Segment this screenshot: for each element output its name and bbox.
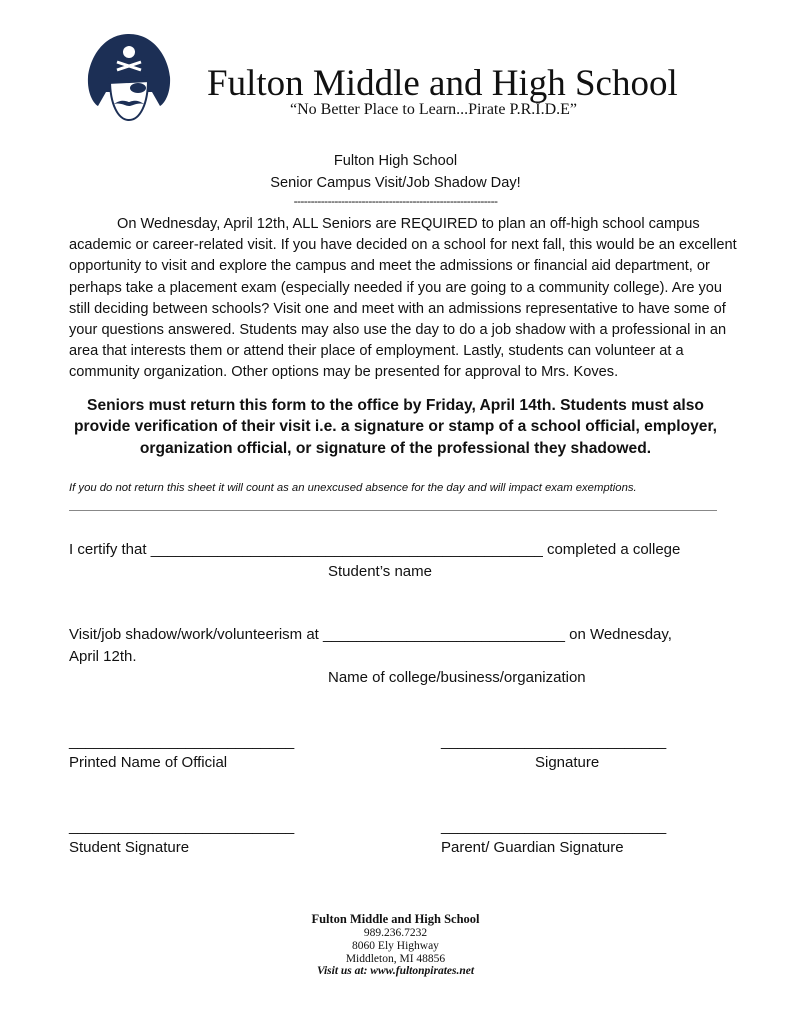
official-name-blank[interactable]: ___________________________ [69,733,295,750]
heading-school: Fulton High School [333,153,458,169]
intro-line: opportunity to visit and explore the campus and meet the admissions or financial aid department, or [69,258,710,274]
divider-rule [69,510,717,511]
student-signature-label: Student Signature [69,839,190,856]
organization-label: Name of college/business/organization [328,669,586,686]
official-signature-blank[interactable]: ___________________________ [441,733,667,750]
date-line: April 12th. [69,648,137,665]
school-name-title: Fulton Middle and High School [207,63,678,104]
visit-line[interactable]: Visit/job shadow/work/volunteerism at _____________________________ on Wednesday, [69,626,672,643]
intro-line: your questions answered. Students may also use the day to do a job shadow with a professional in an [69,322,727,338]
footer-phone: 989.236.7232 [363,927,428,939]
notice-line: provide verification of their visit i.e. a signature or stamp of a school official, employer, [74,418,717,435]
intro-line: area that interests them or attend their place of employment. Lastly, students can volunteer at a [69,343,684,359]
official-name-label: Printed Name of Official [69,754,228,771]
certify-line[interactable]: I certify that _______________________________________________ completed a college [69,541,681,558]
footer-address: 8060 Ely Highway [352,940,439,952]
intro-line: community organization. Other options may be presented for approval to Mrs. Koves. [69,364,619,380]
intro-line: On Wednesday, April 12th, ALL Seniors are REQUIRED to plan an off-high school campus [117,216,700,232]
intro-line: academic or career-related visit. If you have decided on a school for next fall, this would be an excellent [69,237,737,253]
footer-city: Middleton, MI 48856 [345,953,446,965]
footer-school-name: Fulton Middle and High School [311,912,480,926]
heading-divider: ------------------------------------------------------------ [293,194,498,208]
absence-warning: If you do not return this sheet it will count as an unexcused absence for the day and will impact exam exemptions. [69,482,637,494]
student-signature-blank[interactable]: ___________________________ [69,818,295,835]
parent-signature-label: Parent/ Guardian Signature [441,839,624,856]
footer-website[interactable]: Visit us at: www.fultonpirates.net [316,965,475,977]
school-motto: “No Better Place to Learn...Pirate P.R.I.D.E” [290,101,578,118]
pirate-mascot-logo [84,32,174,122]
intro-line: still deciding between schools? Visit one and meet with an admissions representative to have some of [69,301,726,317]
notice-line: Seniors must return this form to the office by Friday, April 14th. Students must also [87,397,704,414]
heading-event: Senior Campus Visit/Job Shadow Day! [270,175,521,191]
intro-line: perhaps take a placement exam (especially needed if you are going to a community college). Are you [69,280,723,296]
parent-signature-blank[interactable]: ___________________________ [441,818,667,835]
notice-line: organization official, or signature of the professional they shadowed. [139,440,652,457]
student-name-label: Student’s name [328,563,432,580]
signature-label: Signature [535,754,600,771]
